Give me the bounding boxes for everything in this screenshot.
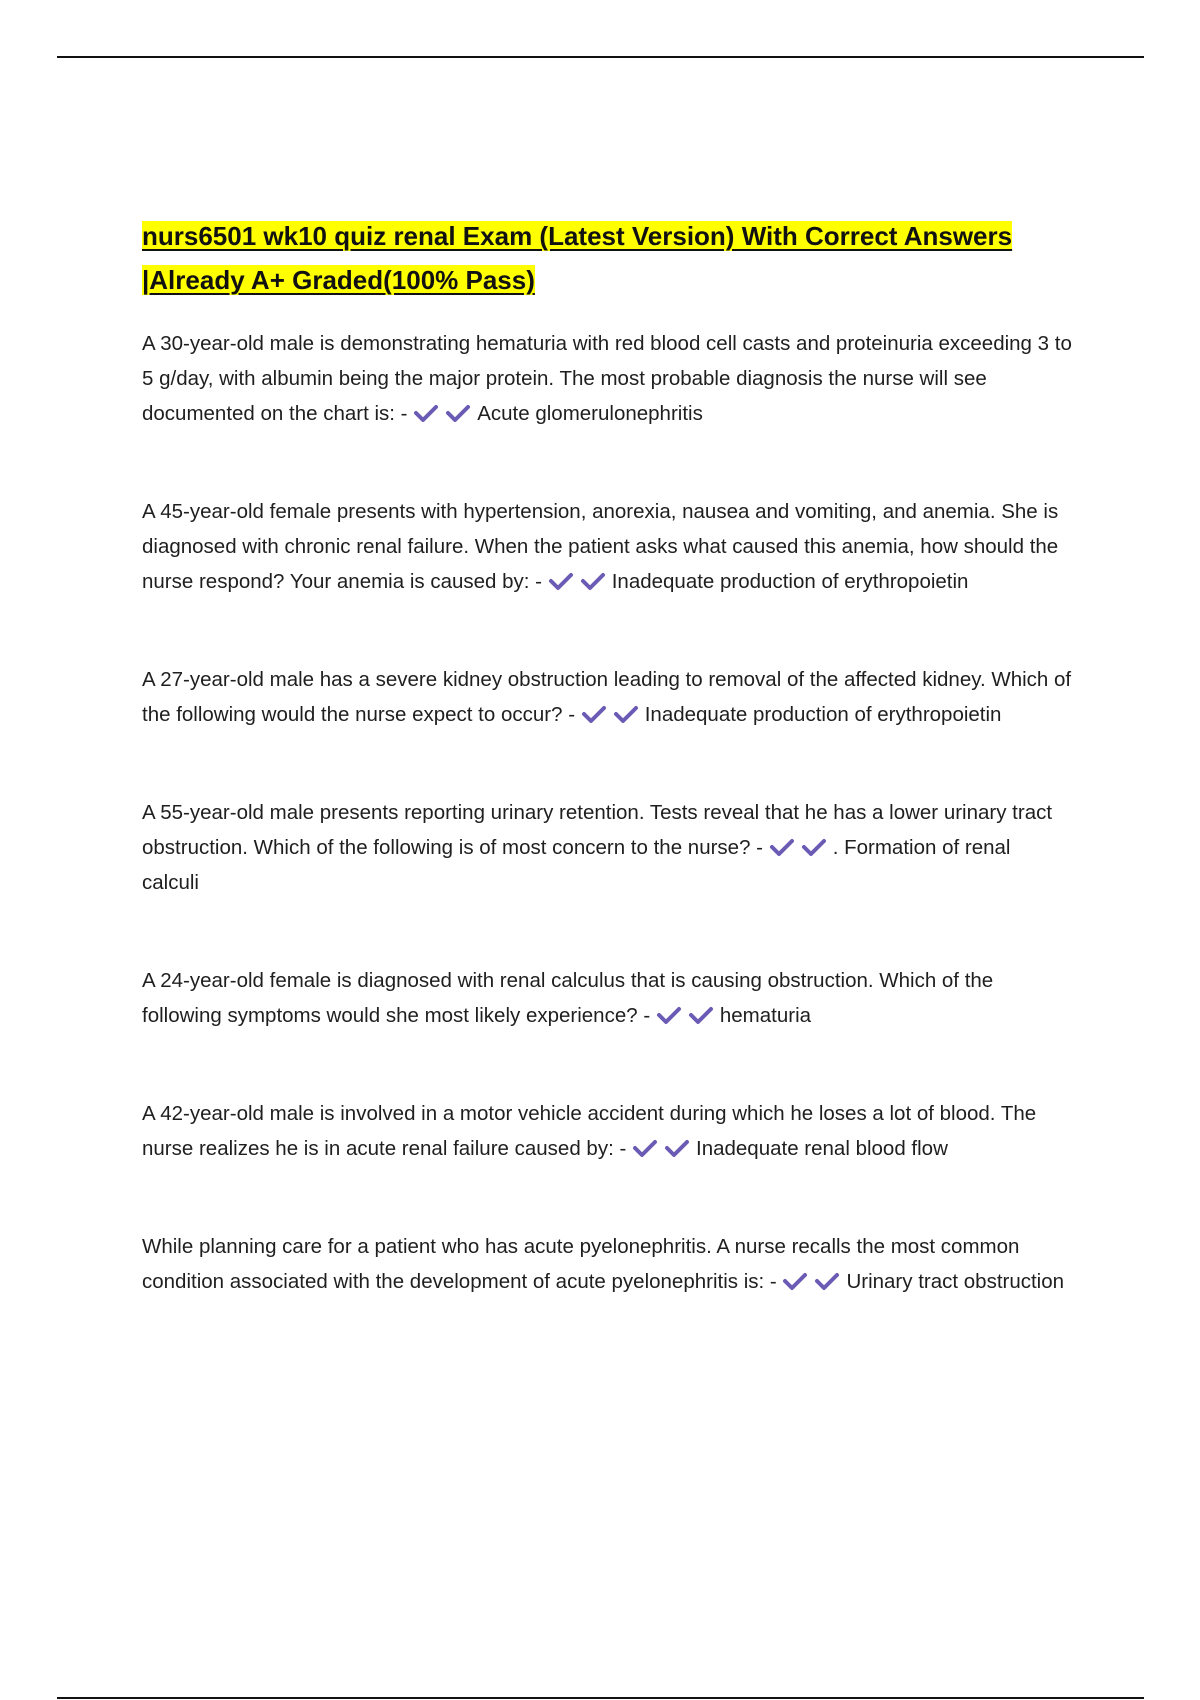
qa-item <box>142 326 1072 431</box>
question-text: A 24-year-old female is diagnosed with renal calculus that is causing obstruction. Which of the following symptoms would she most likely experience? - <box>142 969 994 1027</box>
question-text: A 45-year-old female presents with hypertension, anorexia, nausea and vomiting, and anemia. She is diagnosed with chronic renal failure. When the patient asks what caused this anemia, how should the nurse respond? Your anemia is caused by: - <box>142 500 1059 593</box>
checkmark-icon <box>769 837 795 857</box>
document-body <box>142 214 1072 1299</box>
answer-text: . Formation of renal calculi <box>142 836 1011 894</box>
qa-item <box>142 963 1072 1033</box>
checkmark-icon <box>580 571 606 591</box>
document-title <box>142 214 1072 302</box>
qa-item <box>142 795 1072 900</box>
question-text: A 55-year-old male presents reporting urinary retention. Tests reveal that he has a lower urinary tract obstruction. Which of the following is of most concern to the nurse? - <box>142 801 1053 859</box>
checkmark-icon <box>613 704 639 724</box>
answer-text: Inadequate production of erythropoietin <box>644 703 1002 726</box>
question-text: A 30-year-old male is demonstrating hematuria with red blood cell casts and proteinuria exceeding 3 to 5 g/day, with albumin being the major protein. The most probable diagnosis the nurse will see documented on the chart is: - <box>142 332 1072 425</box>
checkmark-icon <box>656 1005 682 1025</box>
checkmark-icon <box>814 1271 840 1291</box>
checkmark-icon <box>688 1005 714 1025</box>
question-text: A 27-year-old male has a severe kidney obstruction leading to removal of the affected kidney. Which of the following would the nurse expect to occur? - <box>142 668 1072 726</box>
qa-item <box>142 494 1072 599</box>
checkmark-icon <box>801 837 827 857</box>
checkmark-icon <box>413 403 439 423</box>
checkmark-icon <box>445 403 471 423</box>
answer-text: Inadequate renal blood flow <box>696 1137 948 1160</box>
question-text: While planning care for a patient who has acute pyelonephritis. A nurse recalls the most common condition associated with the development of acute pyelonephritis is: - <box>142 1235 1020 1293</box>
document-title-text: nurs6501 wk10 quiz renal Exam (Latest Version) With Correct Answers |Already A+ Graded(100% Pass) <box>142 221 1013 295</box>
top-rule <box>57 56 1144 58</box>
answer-text: hematuria <box>719 1004 812 1027</box>
checkmark-icon <box>581 704 607 724</box>
answer-text: Urinary tract obstruction <box>846 1270 1065 1293</box>
checkmark-icon <box>548 571 574 591</box>
bottom-rule <box>57 1697 1144 1699</box>
qa-item <box>142 662 1072 732</box>
qa-item <box>142 1229 1072 1299</box>
checkmark-icon <box>782 1271 808 1291</box>
answer-text: Acute glomerulonephritis <box>477 402 703 425</box>
qa-item <box>142 1096 1072 1166</box>
question-text: A 42-year-old male is involved in a motor vehicle accident during which he loses a lot of blood. The nurse realizes he is in acute renal failure caused by: - <box>142 1102 1037 1160</box>
checkmark-icon <box>632 1138 658 1158</box>
checkmark-icon <box>664 1138 690 1158</box>
answer-text: Inadequate production of erythropoietin <box>611 570 969 593</box>
